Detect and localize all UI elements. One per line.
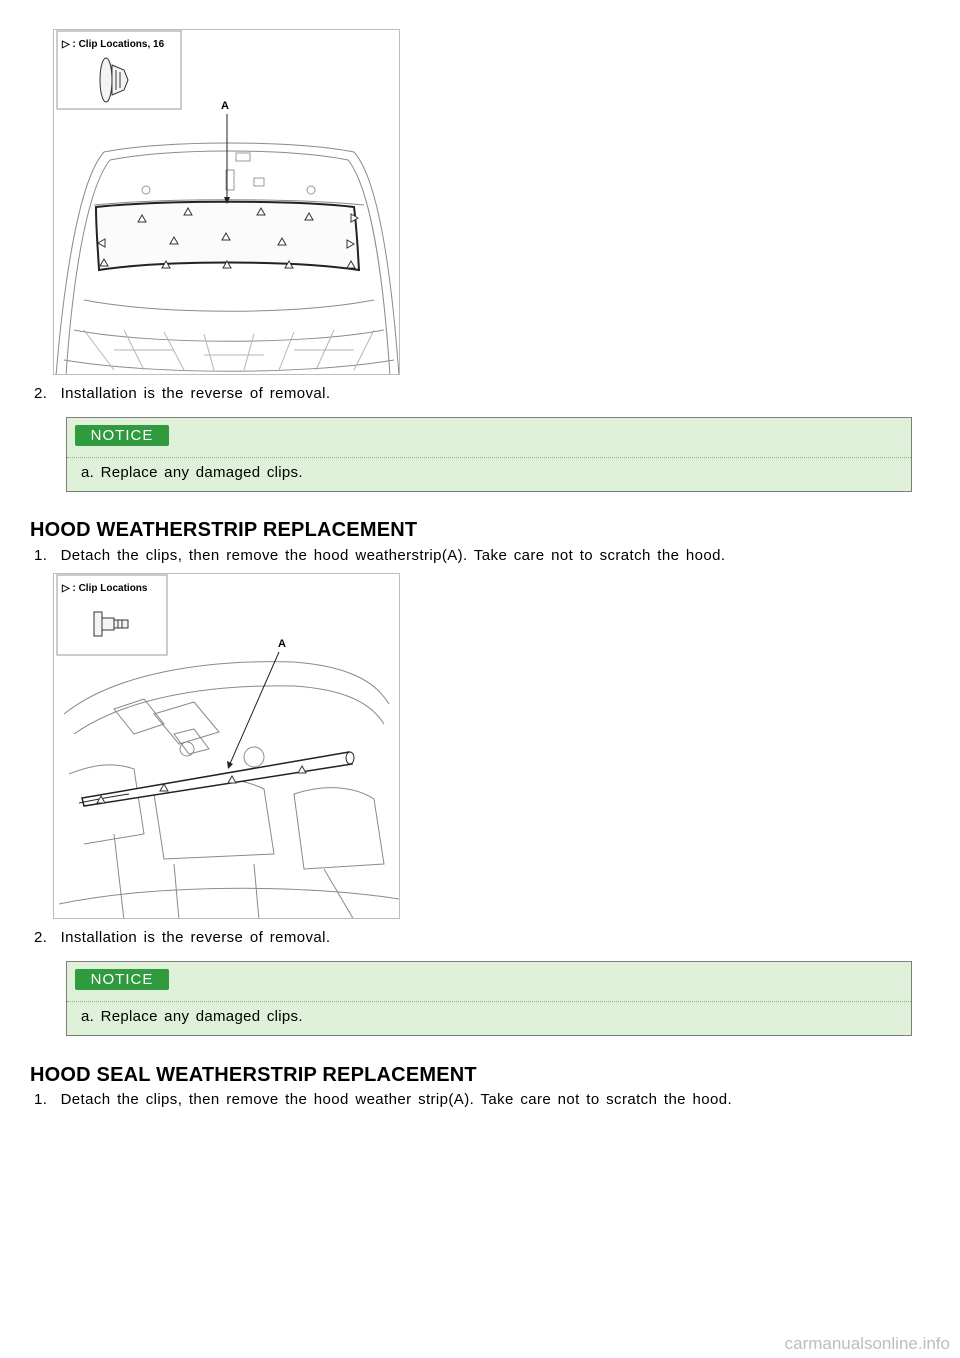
step-number: 1.	[34, 1091, 48, 1108]
section3-step-1	[34, 1091, 732, 1108]
hood-seal-weatherstrip-section-title: HOOD SEAL WEATHERSTRIP REPLACEMENT	[30, 1064, 477, 1086]
callout-a-label: A	[278, 638, 286, 650]
hood-features	[142, 153, 315, 194]
notice-divider	[67, 457, 911, 458]
step-text: Installation is the reverse of removal.	[60, 929, 331, 946]
step-number: 1.	[34, 547, 48, 564]
hood-weatherstrip-section-title: HOOD WEATHERSTRIP REPLACEMENT	[30, 519, 418, 541]
step-number: 2.	[34, 929, 48, 946]
step-text: Detach the clips, then remove the hood weatherstrip(A). Take care not to scratch the hood.	[60, 547, 726, 564]
step-text: Installation is the reverse of removal.	[60, 385, 331, 402]
section2-step-1	[34, 547, 725, 564]
inset-label: ▷ : Clip Locations	[62, 583, 148, 594]
section2-notice	[66, 961, 912, 1036]
notice-badge: NOTICE	[75, 425, 169, 446]
hood-insulator-diagram	[54, 30, 400, 375]
section2-step-2	[34, 929, 330, 946]
engine-bay-detail	[84, 330, 374, 370]
hood-outline	[59, 662, 399, 919]
hood-insulator-clip-figure	[53, 29, 400, 375]
callout-a-label: A	[221, 100, 229, 112]
notice-badge: NOTICE	[75, 969, 169, 990]
step-text: Detach the clips, then remove the hood weather strip(A). Take care not to scratch the hood.	[60, 1091, 733, 1108]
step-number: 2.	[34, 385, 48, 402]
notice-divider	[67, 1001, 911, 1002]
notice-item: a. Replace any damaged clips.	[81, 1008, 303, 1025]
section1-notice	[66, 417, 912, 492]
section1-step-2	[34, 385, 330, 402]
watermark: carmanualsonline.info	[784, 1334, 950, 1353]
inset-label: ▷ : Clip Locations, 16	[62, 39, 165, 50]
notice-item: a. Replace any damaged clips.	[81, 464, 303, 481]
callout-a-arrowhead	[227, 761, 233, 769]
hood-weatherstrip-diagram	[54, 574, 400, 919]
callout-a-leader	[229, 652, 279, 766]
hood-weatherstrip-figure	[53, 573, 400, 919]
hood-weatherstrip	[79, 752, 354, 806]
